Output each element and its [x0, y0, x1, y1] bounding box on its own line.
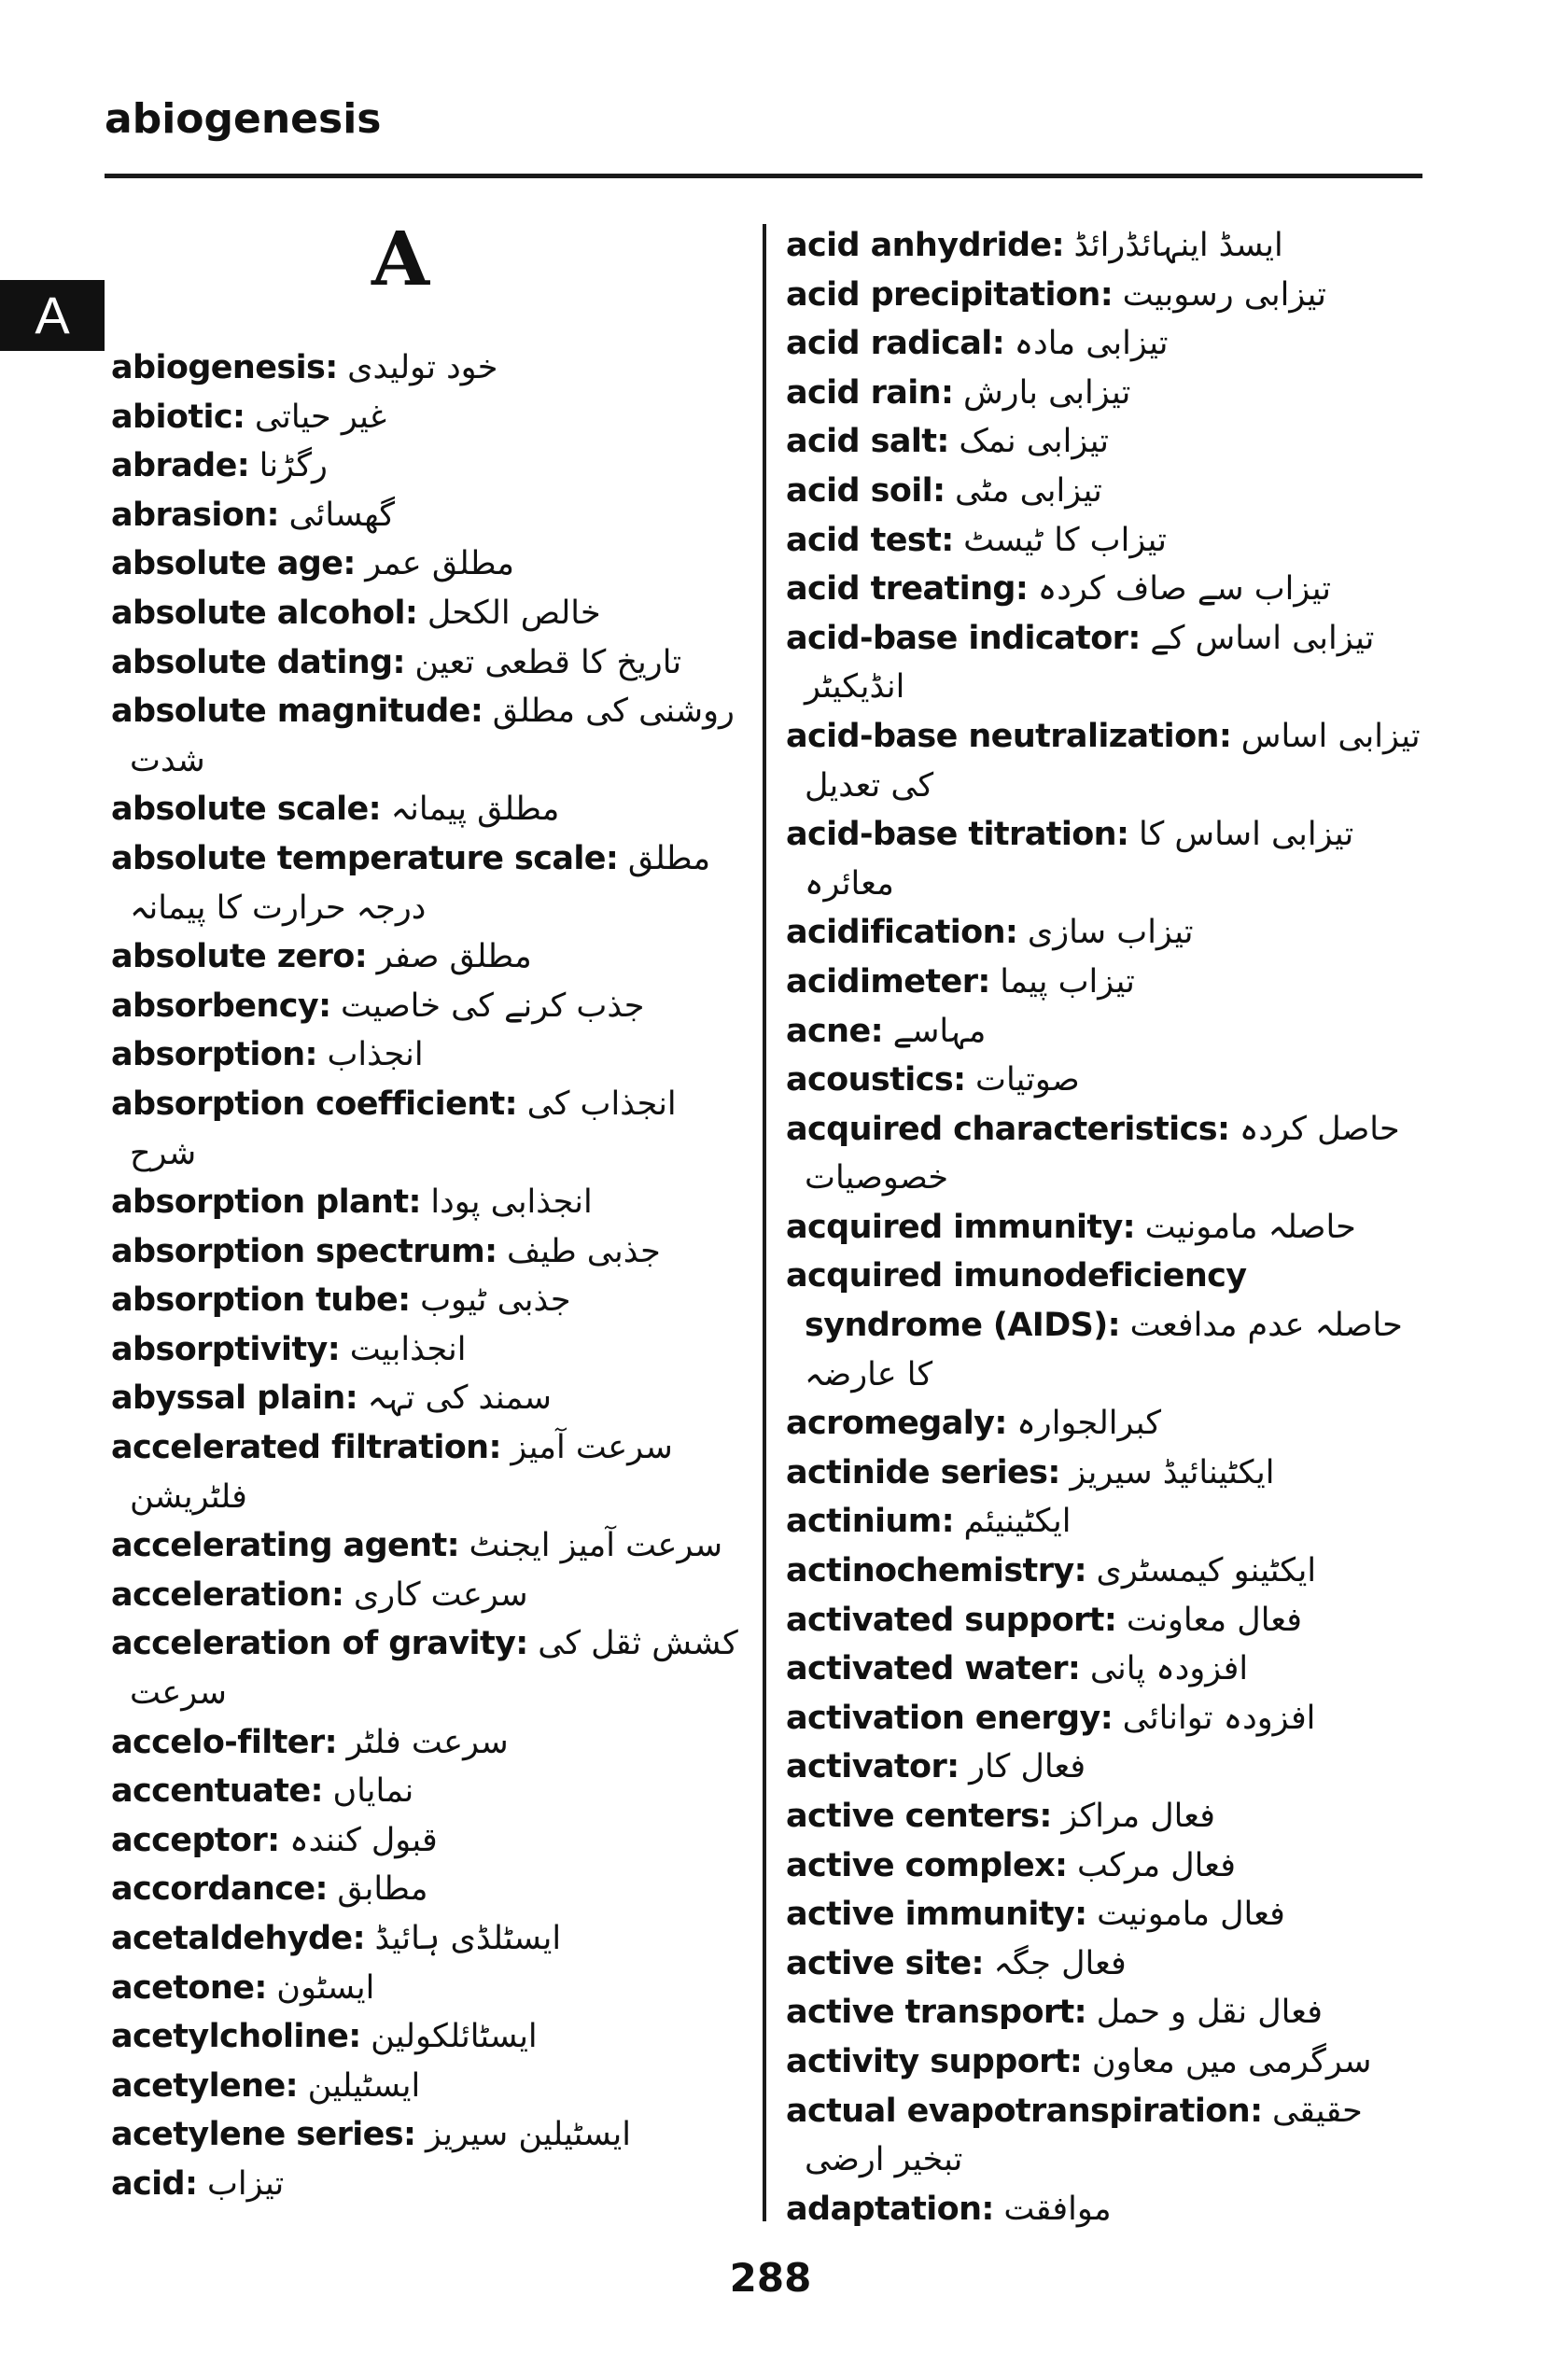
entry-term: acidimeter: — [786, 962, 990, 1001]
entry-translation: تیزابی اساس کی تعدیل — [805, 717, 1421, 805]
glossary-entry — [786, 1792, 1430, 1841]
glossary-entry — [786, 1596, 1430, 1645]
entry-translation: تیزاب پیما — [1000, 962, 1135, 1001]
glossary-entry — [786, 810, 1430, 908]
glossary-entry — [111, 393, 748, 442]
glossary-entry — [786, 1890, 1430, 1939]
glossary-entry — [111, 1718, 748, 1768]
entry-term: absolute alcohol: — [111, 594, 418, 632]
entry-translation: حاصلہ مامونیت — [1144, 1208, 1356, 1246]
entry-term: acid-base titration: — [786, 816, 1129, 854]
entry-term: absorption spectrum: — [111, 1232, 497, 1270]
entry-translation: مطلق درجہ حرارت کا پیمانہ — [130, 839, 711, 927]
entry-term: acid rain: — [786, 373, 954, 412]
entry-term: acetylene series: — [111, 2116, 416, 2154]
entry-term: activation energy: — [786, 1699, 1114, 1737]
entry-term: acetylcholine: — [111, 2018, 361, 2056]
entry-term: absorbency: — [111, 987, 331, 1025]
entry-term: acceptor: — [111, 1821, 280, 1859]
entry-translation: مطلق صفر — [376, 938, 532, 976]
entry-translation: ایکٹینائیڈ سیریز — [1070, 1453, 1275, 1491]
entry-term: acid precipitation: — [786, 275, 1114, 314]
entry-translation: خود تولیدی — [347, 349, 498, 386]
glossary-entry — [786, 958, 1430, 1007]
entry-term: acid soil: — [786, 471, 946, 510]
entry-term: activated water: — [786, 1650, 1081, 1688]
glossary-entry — [786, 1399, 1430, 1449]
glossary-entry — [111, 1619, 748, 1717]
entry-term: active site: — [786, 1944, 984, 1982]
glossary-entry — [111, 491, 748, 540]
entry-term: abiotic: — [111, 398, 245, 436]
entry-term: actual evapotranspiration: — [786, 2092, 1263, 2130]
glossary-entry — [786, 369, 1430, 418]
entry-term: absolute age: — [111, 545, 356, 583]
entry-term: acquired immunity: — [786, 1208, 1136, 1246]
glossary-entry — [786, 614, 1430, 712]
entry-translation: فعال مرکب — [1077, 1846, 1236, 1884]
glossary-entry — [111, 1080, 748, 1178]
entry-term: acetone: — [111, 1968, 267, 2007]
glossary-entry — [786, 516, 1430, 566]
glossary-entry — [111, 1030, 748, 1080]
glossary-entry — [111, 1865, 748, 1914]
entry-term: acid-base neutralization: — [786, 717, 1232, 755]
entry-translation: کشش ثقل کی سرعت — [130, 1625, 738, 1713]
entry-term: adaptation: — [786, 2190, 994, 2228]
entry-translation: تیزاب — [206, 2164, 285, 2203]
glossary-entry — [111, 441, 748, 491]
glossary-entry — [111, 343, 748, 393]
glossary-entry — [111, 1914, 748, 1964]
entry-translation: فعال جگہ — [993, 1944, 1127, 1982]
entry-translation: ایسٹیلین سیریز — [425, 2116, 631, 2154]
glossary-entry — [111, 982, 748, 1031]
entry-translation: سرعت آمیز فلٹریشن — [130, 1429, 673, 1516]
entry-translation: قبول کنندہ — [289, 1821, 438, 1859]
entry-term: accelerating agent: — [111, 1527, 460, 1565]
entry-term: active immunity: — [786, 1896, 1087, 1934]
right-column — [786, 221, 1430, 2233]
glossary-entry — [786, 2087, 1430, 2185]
glossary-entry — [786, 1547, 1430, 1596]
entry-translation: فعال معاونت — [1126, 1601, 1303, 1639]
entry-term: abrasion: — [111, 496, 279, 534]
glossary-entry — [786, 2185, 1430, 2234]
entry-translation: ایکٹینیئم — [963, 1503, 1072, 1541]
glossary-entry — [111, 1767, 748, 1816]
entry-translation: ایسڈ اینہائڈرائڈ — [1073, 227, 1283, 264]
entry-term: abrade: — [111, 447, 250, 485]
glossary-entry — [786, 467, 1430, 516]
entry-term: acoustics: — [786, 1061, 966, 1099]
entry-term: activator: — [786, 1748, 960, 1786]
entry-translation: سرگرمی میں معاون — [1091, 2042, 1372, 2080]
glossary-entry — [786, 1203, 1430, 1253]
glossary-entry — [111, 2110, 748, 2160]
entry-translation: ایسٹیلین — [307, 2066, 421, 2105]
entry-translation: سمند کی تہہ — [367, 1379, 553, 1418]
entry-term: abiogenesis: — [111, 349, 338, 386]
entry-term: active complex: — [786, 1846, 1068, 1884]
entry-translation: انجذاب کی شرح — [130, 1085, 677, 1172]
glossary-entry — [111, 1571, 748, 1620]
glossary-entry — [111, 932, 748, 982]
entry-term: absolute temperature scale: — [111, 839, 619, 877]
entry-term: acquired imunodeficiency syndrome (AIDS): — [786, 1257, 1247, 1345]
glossary-entry — [786, 1449, 1430, 1498]
entry-term: acquired characteristics: — [786, 1110, 1230, 1148]
entry-translation: حقیقی تبخیر ارضی — [805, 2092, 1363, 2179]
entry-term: accordance: — [111, 1870, 328, 1909]
entry-translation: سرعت آمیز ایجنٹ — [469, 1527, 723, 1565]
entry-translation: ایسٹون — [276, 1968, 375, 2007]
glossary-entry — [111, 2062, 748, 2111]
glossary-entry — [786, 2037, 1430, 2087]
entry-translation: جذبی طیف — [507, 1232, 661, 1270]
glossary-entry — [111, 1178, 748, 1227]
entry-translation: فعال کار — [969, 1748, 1086, 1786]
entry-translation: جذبی ٹیوب — [420, 1281, 571, 1320]
glossary-entry — [786, 1645, 1430, 1694]
glossary-entry — [111, 1227, 748, 1277]
entry-translation: جذب کرنے کی خاصیت — [341, 987, 645, 1025]
entry-term: acne: — [786, 1012, 884, 1050]
entry-translation: تاریخ کا قطعی تعین — [414, 643, 682, 681]
entry-term: accelo-filter: — [111, 1723, 337, 1761]
glossary-entry — [786, 1105, 1430, 1203]
entry-translation: ایسٹلڈی ہائیڈ — [374, 1920, 562, 1957]
entry-term: acid test: — [786, 521, 954, 559]
entry-translation: تیزابی مٹی — [955, 471, 1102, 510]
entry-translation: تیزابی اساس کے انڈیکیٹر — [805, 619, 1375, 707]
entry-translation: رگڑنا — [259, 447, 328, 485]
entry-translation: خالص الکحل — [427, 594, 601, 632]
entry-translation: موافقت — [1003, 2190, 1112, 2228]
entry-translation: تیزابی رسوبیت — [1122, 275, 1326, 314]
entry-term: absorption coefficient: — [111, 1085, 518, 1123]
glossary-entry — [786, 908, 1430, 958]
entry-term: actinide series: — [786, 1453, 1060, 1491]
glossary-entry — [111, 638, 748, 688]
glossary-entry — [786, 221, 1430, 271]
entry-term: actinium: — [786, 1503, 954, 1541]
entry-term: absolute dating: — [111, 643, 405, 681]
entry-term: active transport: — [786, 1994, 1087, 2032]
entry-term: absorption plant: — [111, 1183, 421, 1222]
entry-term: acidification: — [786, 914, 1018, 952]
running-head: abiogenesis — [105, 95, 382, 143]
glossary-entry — [786, 712, 1430, 810]
entry-term: actinochemistry: — [786, 1552, 1086, 1590]
header-rule — [105, 174, 1422, 178]
entry-translation: مطابق — [337, 1870, 428, 1909]
glossary-entry — [786, 1252, 1430, 1399]
entry-translation: گھسائی — [288, 496, 396, 534]
entry-translation: افزودہ پانی — [1089, 1650, 1249, 1688]
glossary-entry — [786, 1694, 1430, 1743]
entry-term: acid radical: — [786, 325, 1005, 363]
entry-translation: مطلق عمر — [365, 545, 515, 583]
glossary-entry — [786, 271, 1430, 320]
glossary-entry — [786, 1841, 1430, 1891]
entry-translation: فعال مراکز — [1061, 1798, 1215, 1835]
glossary-entry — [786, 565, 1430, 614]
entry-term: acceleration of gravity: — [111, 1625, 528, 1663]
glossary-entry — [111, 2012, 748, 2062]
entry-term: accentuate: — [111, 1772, 323, 1811]
entry-translation: تیزاب کا ٹیسٹ — [963, 521, 1167, 559]
glossary-entry — [111, 1816, 748, 1866]
entry-translation: نمایاں — [332, 1772, 414, 1811]
glossary-entry — [786, 1988, 1430, 2037]
entry-term: absorptivity: — [111, 1330, 341, 1368]
entry-term: acid anhydride: — [786, 227, 1064, 264]
thumb-index-tab: A — [0, 280, 105, 351]
entry-translation: افزودہ توانائی — [1122, 1699, 1316, 1737]
entry-translation: مہاسے — [892, 1012, 987, 1050]
section-letter: A — [371, 215, 430, 302]
glossary-entry — [111, 2160, 748, 2209]
entry-translation: تیزابی اساس کا معائرہ — [805, 816, 1354, 903]
entry-term: acid salt: — [786, 423, 949, 461]
entry-translation: تیزابی مادہ — [1014, 325, 1169, 363]
entry-translation: تیزابی بارش — [962, 373, 1131, 412]
glossary-entry — [111, 1423, 748, 1521]
entry-translation: سرعت کاری — [353, 1575, 528, 1614]
entry-translation: صوتیات — [975, 1061, 1080, 1099]
entry-term: acceleration: — [111, 1575, 344, 1614]
entry-translation: انجذابیت — [349, 1330, 467, 1368]
entry-term: acromegaly: — [786, 1405, 1007, 1443]
entry-term: acetaldehyde: — [111, 1920, 365, 1957]
entry-translation: ایسٹائلکولین — [371, 2018, 538, 2056]
glossary-entry — [111, 1325, 748, 1375]
entry-term: absolute zero: — [111, 938, 368, 976]
entry-translation: حاصلہ عدم مدافعت کا عارضہ — [805, 1307, 1403, 1393]
entry-term: acid: — [111, 2164, 198, 2203]
entry-translation: تیزاب سے صاف کردہ — [1037, 570, 1332, 609]
glossary-entry — [111, 539, 748, 589]
entry-term: absolute scale: — [111, 791, 382, 829]
entry-translation: غیر حیاتی — [254, 398, 386, 436]
glossary-entry — [111, 785, 748, 834]
entry-term: absorption: — [111, 1036, 317, 1074]
entry-translation: مطلق پیمانہ — [390, 791, 560, 829]
entry-translation: حاصل کردہ خصوصیات — [805, 1110, 1400, 1197]
entry-term: acid-base indicator: — [786, 619, 1141, 657]
entry-term: absorption tube: — [111, 1281, 411, 1320]
entry-translation: انجذاب — [327, 1036, 424, 1074]
glossary-entry — [786, 1743, 1430, 1792]
entry-translation: فعال نقل و حمل — [1096, 1994, 1323, 2032]
entry-translation: ایکٹینو کیمسٹری — [1096, 1552, 1317, 1590]
entry-term: absolute magnitude: — [111, 693, 483, 731]
column-divider — [763, 224, 766, 2221]
entry-term: activity support: — [786, 2042, 1083, 2080]
entry-translation: کبرالجوارہ — [1016, 1405, 1162, 1443]
glossary-entry — [111, 687, 748, 785]
glossary-entry — [786, 1939, 1430, 1989]
glossary-entry — [111, 1276, 748, 1325]
glossary-entry — [786, 1056, 1430, 1105]
page-number: 288 — [729, 2255, 812, 2301]
glossary-entry — [786, 319, 1430, 369]
glossary-entry — [786, 1007, 1430, 1057]
entry-term: acetylene: — [111, 2066, 299, 2105]
glossary-entry — [111, 1521, 748, 1571]
entry-term: abyssal plain: — [111, 1379, 358, 1418]
entry-translation: تیزاب سازی — [1027, 914, 1194, 952]
entry-term: accelerated filtration: — [111, 1429, 501, 1467]
entry-translation: سرعت فلٹر — [346, 1723, 509, 1761]
left-column — [111, 343, 748, 2209]
glossary-entry — [111, 834, 748, 932]
glossary-entry — [111, 1964, 748, 2013]
entry-term: acid treating: — [786, 570, 1029, 609]
glossary-entry — [111, 1374, 748, 1423]
glossary-entry — [786, 1497, 1430, 1547]
entry-term: activated support: — [786, 1601, 1117, 1639]
glossary-entry — [786, 417, 1430, 467]
entry-term: active centers: — [786, 1798, 1052, 1835]
entry-translation: فعال مامونیت — [1097, 1896, 1285, 1934]
entry-translation: تیزابی نمک — [959, 423, 1109, 461]
glossary-entry — [111, 589, 748, 638]
entry-translation: روشنی کی مطلق شدت — [130, 693, 735, 779]
entry-translation: انجذابی پودا — [430, 1183, 593, 1222]
